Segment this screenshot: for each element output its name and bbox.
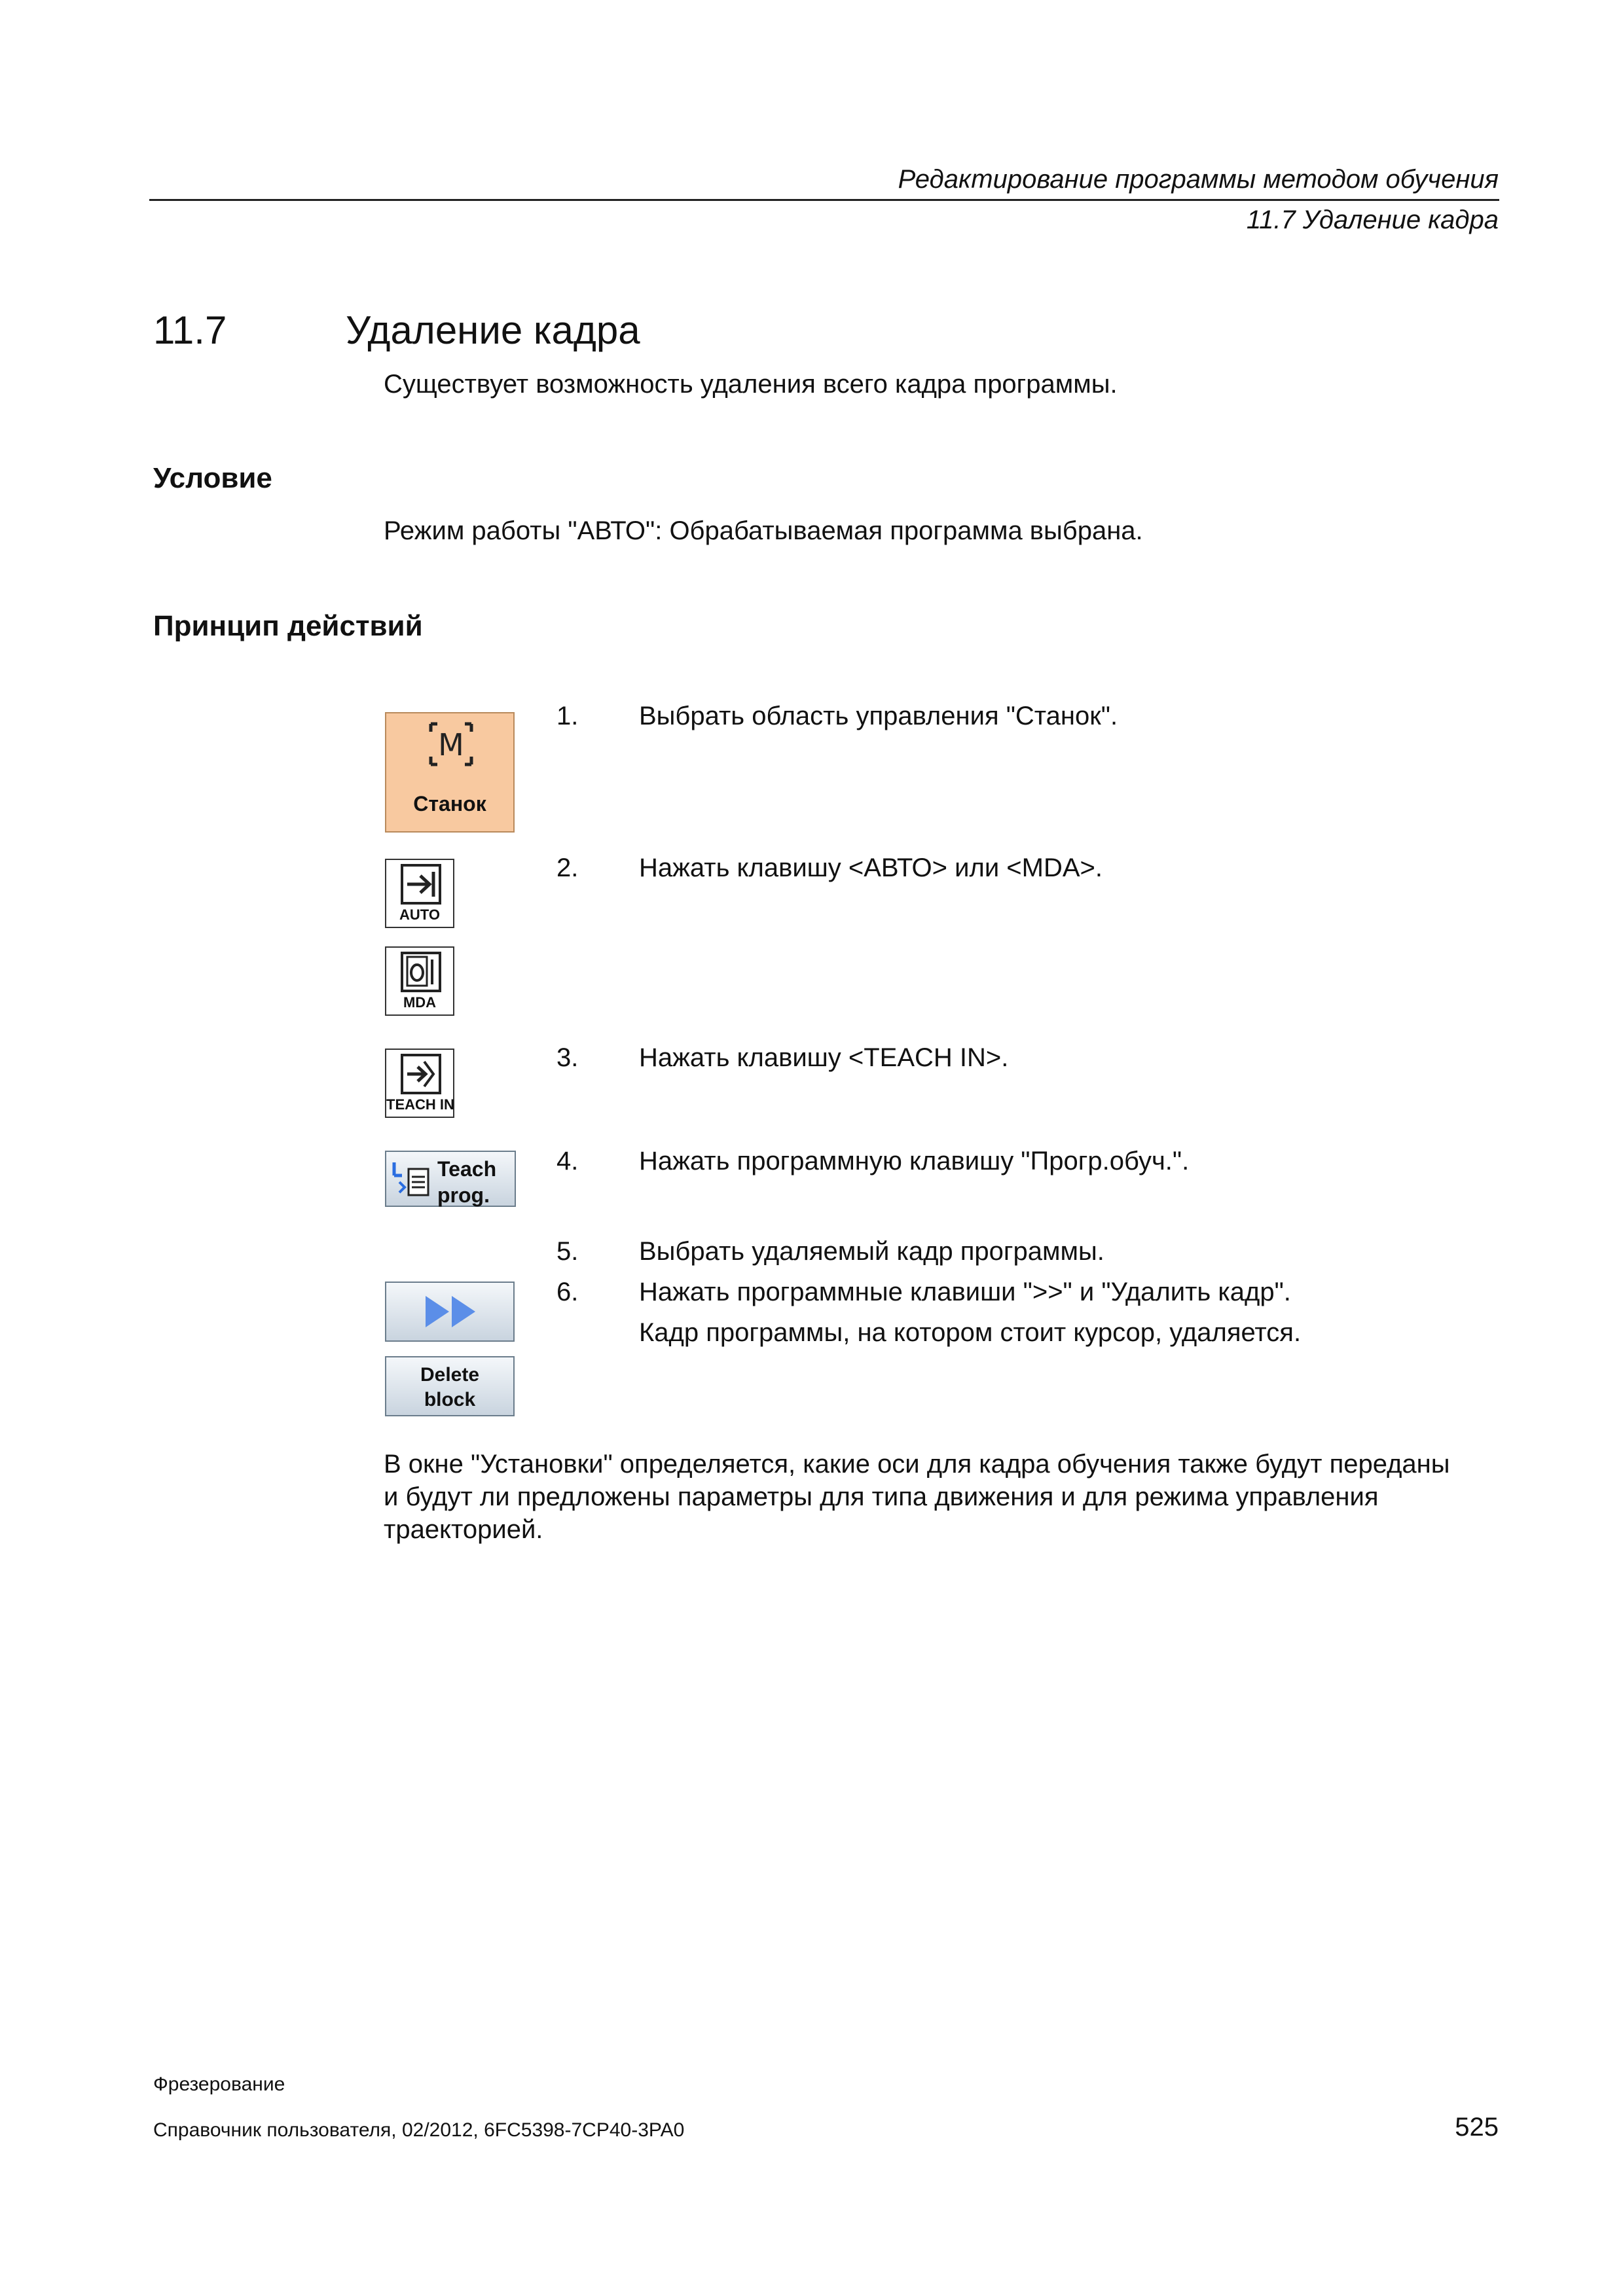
procedure-heading: Принцип действий xyxy=(153,610,423,642)
step-number: 6. xyxy=(556,1278,579,1306)
step-number: 5. xyxy=(556,1237,579,1266)
step-text: Нажать клавишу <АВТО> или <MDA>. xyxy=(639,853,1103,882)
step-text: Нажать программные клавиши ">>" и "Удалить кадр". xyxy=(639,1278,1291,1306)
teach-in-icon xyxy=(398,1052,444,1096)
page-number: 525 xyxy=(1455,2113,1499,2142)
delete-block-line1: Delete xyxy=(420,1364,480,1386)
step-result-text: Кадр программы, на котором стоит курсор, удаляется. xyxy=(639,1318,1302,1347)
teach-in-key[interactable] xyxy=(385,1049,454,1118)
step-number: 1. xyxy=(556,702,579,730)
mda-hand-icon xyxy=(398,950,444,994)
step-number: 4. xyxy=(556,1147,579,1175)
step-number: 2. xyxy=(556,853,579,882)
teach-prog-line2: prog. xyxy=(437,1183,490,1207)
footer-product: Фрезерование xyxy=(153,2073,285,2095)
closing-line-2: и будут ли предложены параметры для типа движения и для режима управления xyxy=(384,1482,1379,1511)
double-arrow-right-icon xyxy=(422,1292,481,1331)
running-header-section: 11.7 Удаление кадра xyxy=(1246,206,1499,234)
teach-prog-icon xyxy=(390,1158,436,1202)
machine-area-key[interactable] xyxy=(385,712,515,833)
step-text: Выбрать область управления "Станок". xyxy=(639,702,1118,730)
section-number: 11.7 xyxy=(153,308,227,352)
intro-text: Существует возможность удаления всего кадра программы. xyxy=(384,370,1118,399)
mda-key[interactable] xyxy=(385,946,454,1016)
teach-in-key-label: TEACH IN xyxy=(386,1096,454,1113)
machine-m-glyph: M xyxy=(438,727,464,762)
mda-key-label: MDA xyxy=(403,994,437,1011)
section-title: Удаление кадра xyxy=(346,308,640,352)
machine-key-label: Станок xyxy=(413,792,486,816)
header-rule xyxy=(149,199,1499,201)
running-header-chapter: Редактирование программы методом обучения xyxy=(898,165,1499,194)
step-text: Выбрать удаляемый кадр программы. xyxy=(639,1237,1104,1266)
condition-heading: Условие xyxy=(153,462,272,494)
delete-block-line2: block xyxy=(424,1389,476,1410)
teach-prog-line1: Teach xyxy=(437,1157,497,1181)
closing-line-3: траекторией. xyxy=(384,1515,543,1544)
auto-key[interactable] xyxy=(385,859,454,928)
forward-softkey[interactable] xyxy=(385,1282,515,1342)
delete-block-softkey[interactable] xyxy=(385,1356,515,1416)
step-number: 3. xyxy=(556,1043,579,1072)
closing-line-1: В окне "Установки" определяется, какие оси для кадра обучения также будут переданы xyxy=(384,1450,1450,1479)
auto-key-label: AUTO xyxy=(399,906,440,923)
footer-manual: Справочник пользователя, 02/2012, 6FC5398-7CP40-3PA0 xyxy=(153,2119,685,2141)
step-text: Нажать программную клавишу "Прогр.обуч.". xyxy=(639,1147,1190,1175)
condition-text: Режим работы "АВТО": Обрабатываемая программа выбрана. xyxy=(384,516,1143,545)
teach-prog-softkey[interactable] xyxy=(385,1151,516,1207)
machine-m-icon xyxy=(427,720,475,768)
auto-arrow-icon xyxy=(398,863,444,906)
step-text: Нажать клавишу <TEACH IN>. xyxy=(639,1043,1009,1072)
